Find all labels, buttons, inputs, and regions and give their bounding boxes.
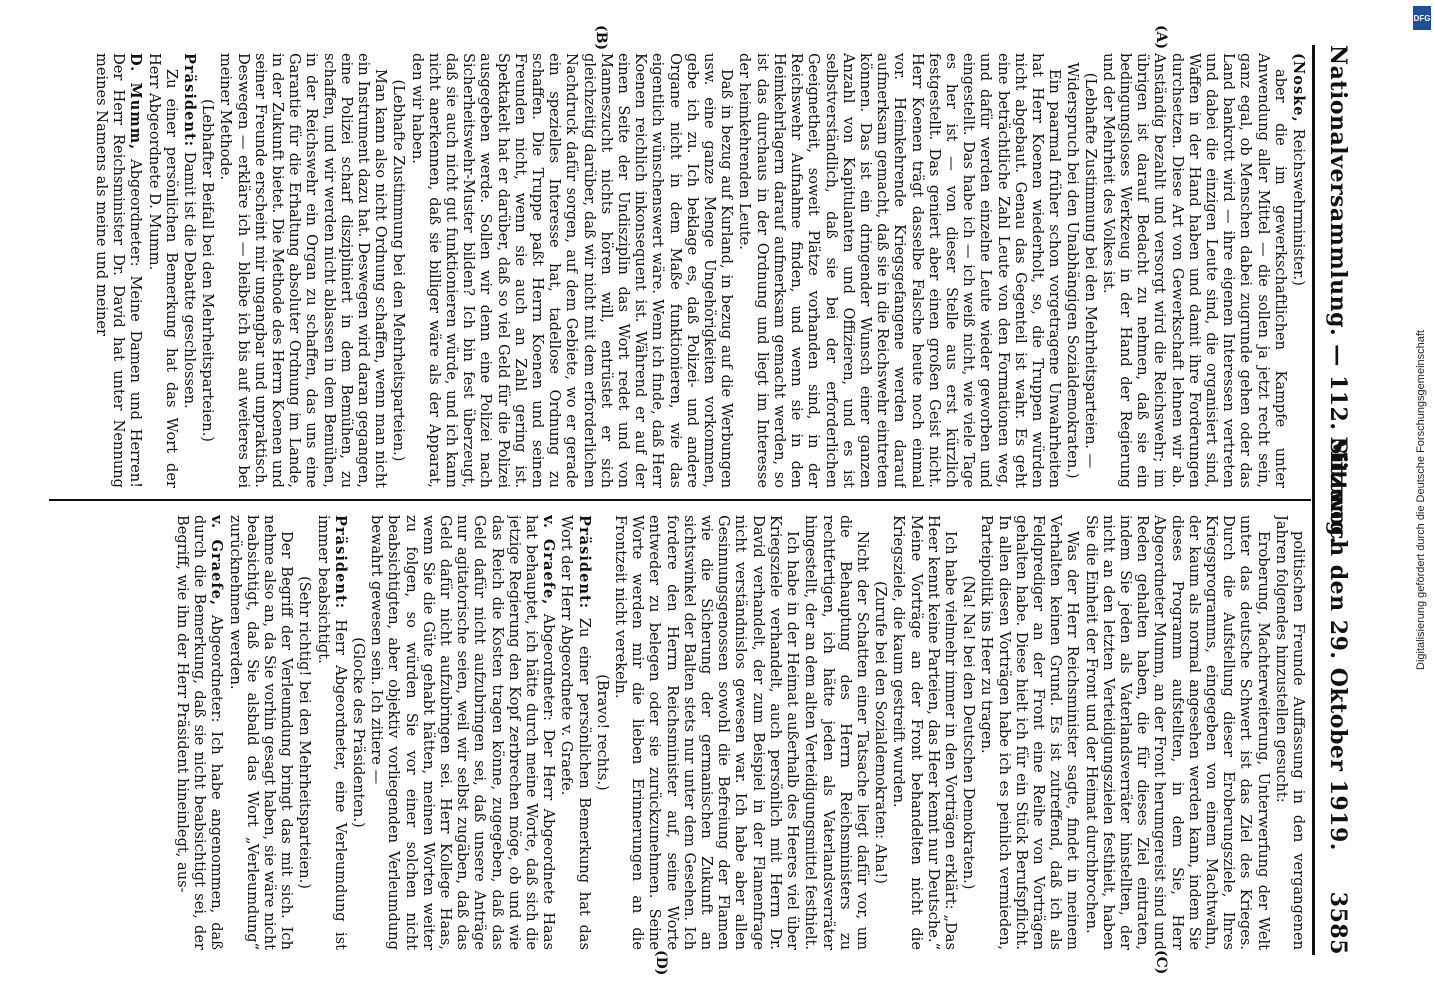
speaker-text: Abgeordneter: Meine Damen und Herren! Der Herr Reichsminister Dr. David hat unter Nennung meines Namens als meine und meiner (92, 53, 145, 488)
body-paragraph: Der Begriff der Verleumdung bringt das mit sich. Ich nehme also an, da Sie vorhin gesagt haben, sie wäre nicht beabsichtigt, daß Sie alsbald das Wort „Verleumdung“ zurücknehmen werden. (226, 515, 296, 950)
page-number: 3585 (1325, 891, 1351, 955)
margin-marker-a: (A) (1153, 25, 1169, 50)
interjection: (Lebhafte Zustimmung bei den Mehrheitsparteien. — Widerspruch bei den Unabhängigen Sozialdemokraten.) (1064, 62, 1099, 479)
body-paragraph: Was der Herr Reichsminister sagte, findet in meinem Verhalten keinen Grund. Es ist zutreffend, daß ich als Feldprediger an der Front eine Reihe von Vorträgen gehalten habe. Diese hielt ich für ein Stück Berufspflicht. In allen diesen Vorträgen habe ich es peinlich vermieden, Parteipolitik ins Heer zu tragen. (978, 515, 1082, 950)
speaker-name: Präsident: (181, 53, 198, 148)
margin-marker-c: (C) (1153, 950, 1169, 975)
speaker-paragraph (174, 515, 226, 950)
column-divider (49, 499, 1311, 501)
interjection: (Lebhafte Zustimmung bei den Mehrheitsparteien.) (390, 79, 408, 462)
body-paragraph: politischen Freunde Auffassung in den vergangenen Jahren folgendes hinzustellen gesucht: (1272, 515, 1307, 950)
dfg-logo: DFG (1413, 6, 1431, 30)
body-paragraph: Ich habe in der Heimat außerhalb des Heeres viel über Kriegsziele verhandelt, auch persönlich mit Herrn Dr. David verhandelt, der zum Beispiel in der Flamenfrage nicht verständnislos gewesen war. Ich habe aber allen Gesinnungsgenossen sowohl die Befreiung der Flamen wie die Sicherung der germanischen Zukunft an sichtswinkel der Balten stets nur unter dem Gesehen. Ich fordere den Herrn Reichsminister auf, seine Worte entweder zu belegen oder sie zurückzunehmen. Seine Worte werden mir die lieben Erinnerungen an die Frontzeit nicht verekeln. (612, 515, 802, 950)
interjection: (Zurufe bei den Sozialdemokraten: Aha!) (872, 581, 890, 884)
body-paragraph: Nicht der Schatten einer Tatsache liegt dafür vor, um die Behauptung des Herrn Reichsministers zu rechtfertigen, ich hätte jeden als Vaterlandsverräter hingestellt, der an dem alten Verteidigungsmittel festhielt. (802, 515, 871, 950)
speaker-text: Abgeordneter: Ich habe angenommen, daß durch die Bemerkung, daß sie nicht beabsichtigt sei, der Begriff, wie ihn der Herr Präsident hineinlegt, aus- (174, 515, 226, 950)
margin-marker-d: (D) (653, 950, 669, 976)
running-head (1317, 45, 1357, 955)
body-paragraph: Man kann also nicht Ordnung schaffen, wenn man nicht ein Instrument dazu hat. Deswegen wird daran gegangen, eine Polizei scharf diszipliniert in dem Bemühen, zu schaffen, und wir werden nicht ablassen in dem Bemühen, in der Reichswehr ein Organ zu schaffen, das uns eine Garantie für die Erhaltung absoluter Ordnung im Lande, in der Zukunft bietet. Die Methode des Herrn Koenen und seiner Freunde erscheint mir ungangbar und unpraktisch. Deswegen — erkläre ich — bleibe ich bis auf weiteres bei meiner Methode. (217, 53, 390, 488)
speaker-name: (Noske, (1290, 53, 1307, 129)
body-paragraph: Daß in bezug auf Kurland, in bezug auf die Werbungen usw. eine ganze Menge Ungehörigkeiten vorkommen, gebe ich zu. Ich beklage es, daß Polizei- und andere Organe nicht in dem Maße funktionieren, wie das eigentlich wünschenswert wäre. Wenn ich finde, daß Herr Koenen reichlich inkonsequent ist. Während er auf der einen Seite der Undisziplin das Wort redet und von Manneszucht nichts hören will, entrüstet er sich gleichzeitig darüber, daß wir nicht mit dem erforderlichen Nachdruck dafür sorgen, auf dem Gebiete, wo er gerade ein spezielles Interesse hat, tadellose Ordnung zu schaffen. Die Truppe paßt Herrn Koenen und seinen Freunden nicht, wenn sie auch an Zahl gering ist. Spektakelt hat er darüber, daß so viel Geld für die Polizei ausgegeben werde. Sollen wir denn eine Polizei nach Sicherheitswehr-Muster bilden? Ich bin fest überzeugt, daß sie auch nicht gut funktionieren würde, und ich kann nicht anerkennen, daß sie billiger wäre als der Apparat, den wir haben. (408, 53, 736, 488)
speaker-paragraph (1290, 53, 1307, 488)
speaker-name: v. Graefe, (208, 515, 226, 607)
interjection: (Na! Na! bei den Deutschen Demokraten.) (960, 575, 978, 890)
body-paragraph: Eroberung, Machterweiterung, Unterwerfung der Welt unter das deutsche Schwert ist das Ziel des Krieges. Durch die Aufstellung dieser Eroberungsziele, Ihres Kriegsprogramms, eingegeben von einem Machtwahn, der kaum als normal angesehen werden kann, indem Sie dieses Programm aufstellten, in dem Sie, Herr Abgeordneter Mumm, an der Front herumgereist sind und Reden gehalten haben, die für dieses Ziel eintraten, indem Sie jeden als Vaterlandsverräter hinstellten, der nicht an den letzten Verteidigungszielen festhielt, haben Sie die Einheit der Front und der Heimat durchbrochen. (1082, 515, 1272, 950)
digitization-note (1410, 10, 1432, 990)
header-left: Nationalversammlung. — 112. Sitzung. (1325, 45, 1351, 545)
interjection: (Glocke des Präsidenten.) (350, 637, 368, 828)
interjection: (Bravo! rechts.) (593, 674, 611, 791)
speaker-text: Reichswehrminister.) (1290, 128, 1307, 286)
speaker-paragraph (314, 515, 348, 950)
header-rule (1312, 45, 1315, 955)
header-right (1325, 437, 1351, 955)
speaker-paragraph (368, 515, 557, 950)
rotated-page-content (39, 25, 1369, 975)
margin-marker-b: (B) (593, 25, 609, 51)
left-column (47, 53, 1307, 488)
speaker-text: Abgeordneter: Der Herr Abgeordnete Haas hat behauptet, ich hätte durch meine Worte, daß sich die jetzige Regierung den Kopf zerbrechen möge, ob und wie das Reich die Kosten tragen könne, zugegeben, daß das Geld dafür nicht aufzubringen sei, daß unsere Anträge nur agitatorische seien, weil wir selbst zugäben, daß das Geld dafür nicht aufzubringen sei. Herr Kollege Haas, wenn Sie die Güte gehabt hätten, meinen Worten weiter zu folgen, so würden Sie vor einer solchen nicht beabsichtigten, aber objektiv vorliegenden Verleumdung bewahrt gewesen sein. Ich zitiere — (368, 515, 558, 950)
speaker-name: D. Mumm, (127, 53, 145, 151)
digitization-note-text: Digitalisierung gefördert durch die Deutsche Forschungsgemeinschaft (1415, 330, 1427, 670)
speaker-text: Zu einer persönlichen Bemerkung hat das Wort der Herr Abgeordnete v. Graefe. (558, 515, 593, 950)
speaker-name: Präsident: (575, 515, 593, 610)
speaker-paragraph (93, 53, 145, 488)
body-paragraph: Ich habe vielmehr immer in den Vorträgen erklärt: „Das Heer kennt keine Parteien, das Heer kennt nur Deutsche.“ Meine Vorträge an der Front behandelten nicht die Kriegsziele, die kaum gestreift wurden. (890, 515, 959, 950)
body-paragraph: Ein paarmal früher schon vorgetragene Unwahrheiten hat Herr Koenen wiederholt, so, die Truppen würden nicht abgebaut. Genau das Gegenteil ist wahr. Es geht eine beträchtliche Zahl Leute von den Formationen weg, und dafür werden einzelne Leute wieder geworben und eingestellt. Das habe ich — ich weiß nicht, wie viele Tage es her ist — von dieser Stelle aus erst kürzlich festgestellt. Das geniert aber einen großen Geist nicht. Herr Koenen trägt dasselbe Falsche heute noch einmal vor. Heimkehrende Kriegsgefangene werden darauf aufmerksam gemacht, daß sie in die Reichswehr eintreten können. Das ist ein dringender Wunsch einer ganzen Anzahl von Kapitulanten und Offizieren, und es ist selbstverständlich, daß sie bei der erforderlichen Geeignetheit, soweit Plätze vorhanden sind, in der Reichswehr Aufnahme finden, und wenn sie in den Heimkehrlagern darauf aufmerksam gemacht werden, so ist das durchaus in der Ordnung und liegt im Interesse der heimkehrenden Leute. (736, 53, 1064, 488)
body-paragraph: Zu einer persönlichen Bemerkung hat das Wort der Herr Abgeordnete D. Mumm. (145, 53, 180, 488)
interjection: (Sehr richtig! bei den Mehrheitsparteien.) (296, 576, 314, 889)
speaker-name: v. Graefe, (540, 515, 558, 606)
speaker-text: Herr Abgeordneter, eine Verleumdung ist immer beabsichtigt. (314, 515, 349, 950)
speaker-text: Damit ist die Debatte geschlossen. (181, 151, 198, 409)
body-paragraph: aber die im gewerkschaftlichen Kampfe unter Anwendung aller Mittel — die sollen ja jetzt recht sein, ganz egal, ob Menschen dabei zugrunde gehen oder das Land bankrott wird — ihre eigenen Interessen vertreten und dabei die einzigen Leute sind, die organisiert sind, Waffen in der Hand haben und damit ihre Forderungen durchsetzen. Diese Art von Gewerkschaft lehnen wir ab. Anständig bezahlt und versorgt wird die Reichswehr; im übrigen ist darauf Bedacht zu nehmen, daß sie ein bedingungsloses Werkzeug in der Hand der Regierung und der Mehrheit des Volkes ist. (1099, 53, 1289, 488)
speaker-paragraph (181, 53, 198, 488)
header-date: Mittwoch den 29. Oktober 1919. (1325, 436, 1351, 851)
right-column (47, 515, 1307, 950)
interjection: (Lebhafter Beifall bei den Mehrheitsparteien.) (199, 99, 217, 442)
speaker-name: Präsident: (331, 515, 349, 610)
speaker-paragraph (558, 515, 592, 950)
